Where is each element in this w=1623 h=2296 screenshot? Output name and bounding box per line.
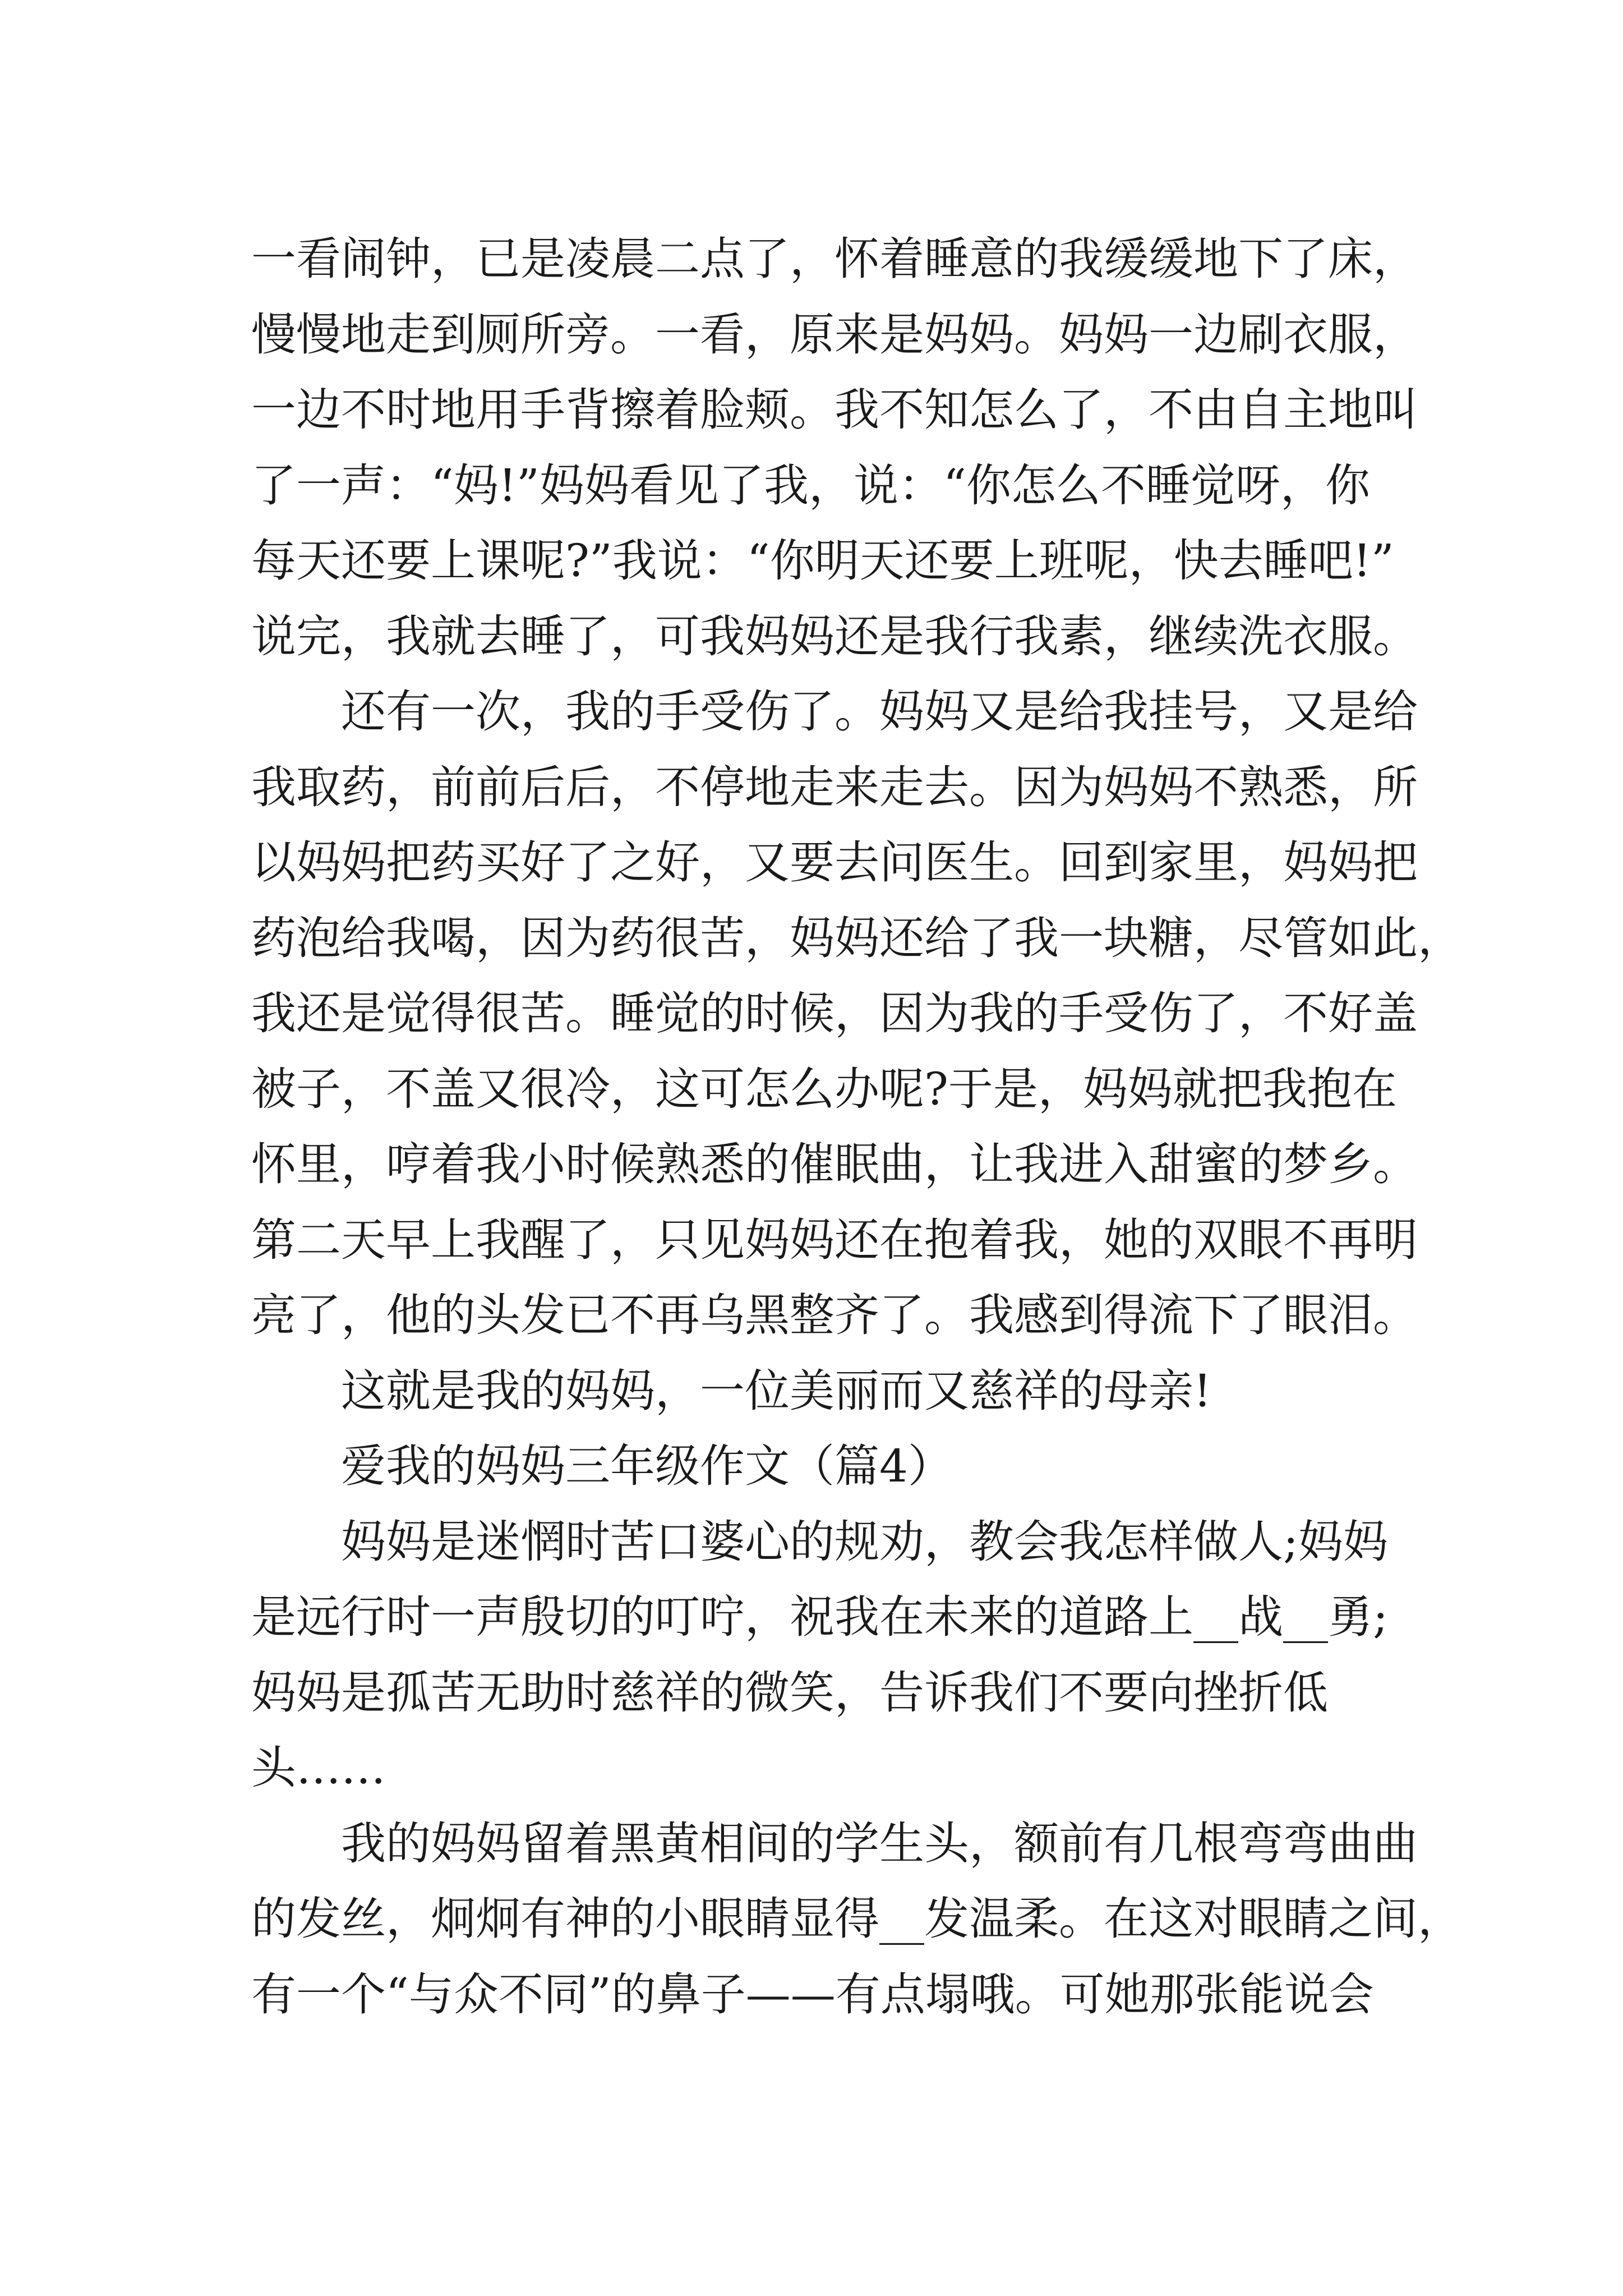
text-line: 每天还要上课呢?”我说：“你明天还要上班呢，快去睡吧!” bbox=[251, 535, 1394, 587]
text-line: 了一声：“妈!”妈妈看见了我，说：“你怎么不睡觉呀，你 bbox=[251, 459, 1370, 512]
section-heading: 爱我的妈妈三年级作文（篇4） bbox=[341, 1440, 953, 1492]
text-line: 我取药，前前后后，不停地走来走去。因为妈妈不熟悉，所 bbox=[251, 761, 1418, 813]
text-line: 说完，我就去睡了，可我妈妈还是我行我素，继续洗衣服。 bbox=[251, 610, 1418, 662]
text-line: 的发丝，炯炯有神的小眼睛显得__发温柔。在这对眼睛之间， bbox=[251, 1893, 1463, 1945]
text-line: 我还是觉得很苦。睡觉的时候，因为我的手受伤了，不好盖 bbox=[251, 987, 1418, 1039]
text-line: 有一个“与众不同”的鼻子——有点塌哦。可她那张能说会 bbox=[251, 1968, 1374, 2021]
text-line: 一边不时地用手背擦着脸颊。我不知怎么了，不由自主地叫 bbox=[251, 384, 1418, 436]
paragraph-start-line: 妈妈是迷惘时苦口婆心的规劝，教会我怎样做人;妈妈 bbox=[341, 1515, 1388, 1568]
text-line: 药泡给我喝，因为药很苦，妈妈还给了我一块糖，尽管如此， bbox=[251, 912, 1463, 964]
paragraph-start-line: 还有一次，我的手受伤了。妈妈又是给我挂号，又是给 bbox=[341, 685, 1418, 738]
document-body bbox=[251, 222, 1463, 2032]
text-line: 怀里，哼着我小时候熟悉的催眠曲，让我进入甜蜜的梦乡。 bbox=[251, 1138, 1418, 1190]
text-line: 第二天早上我醒了，只见妈妈还在抱着我，她的双眼不再明 bbox=[251, 1213, 1418, 1266]
paragraph-start-line: 我的妈妈留着黑黄相间的学生头，额前有几根弯弯曲曲 bbox=[341, 1817, 1418, 1870]
text-line: 妈妈是孤苦无助时慈祥的微笑，告诉我们不要向挫折低 bbox=[251, 1666, 1328, 1719]
text-line: 亮了，他的头发已不再乌黑整齐了。我感到得流下了眼泪。 bbox=[251, 1289, 1418, 1341]
paragraph-start-line: 这就是我的妈妈，一位美丽而又慈祥的母亲! bbox=[341, 1364, 1212, 1417]
text-line: 被子，不盖又很冷，这可怎么办呢?于是，妈妈就把我抱在 bbox=[251, 1062, 1397, 1115]
text-line: 头…… bbox=[251, 1742, 386, 1794]
text-line: 是远行时一声殷切的叮咛，祝我在未来的道路上__战__勇; bbox=[251, 1591, 1388, 1643]
text-line: 以妈妈把药买好了之好，又要去问医生。回到家里，妈妈把 bbox=[251, 836, 1418, 889]
text-line: 慢慢地走到厕所旁。一看，原来是妈妈。妈妈一边刷衣服， bbox=[251, 308, 1418, 361]
text-line: 一看闹钟，已是凌晨二点了，怀着睡意的我缓缓地下了床， bbox=[251, 233, 1418, 285]
